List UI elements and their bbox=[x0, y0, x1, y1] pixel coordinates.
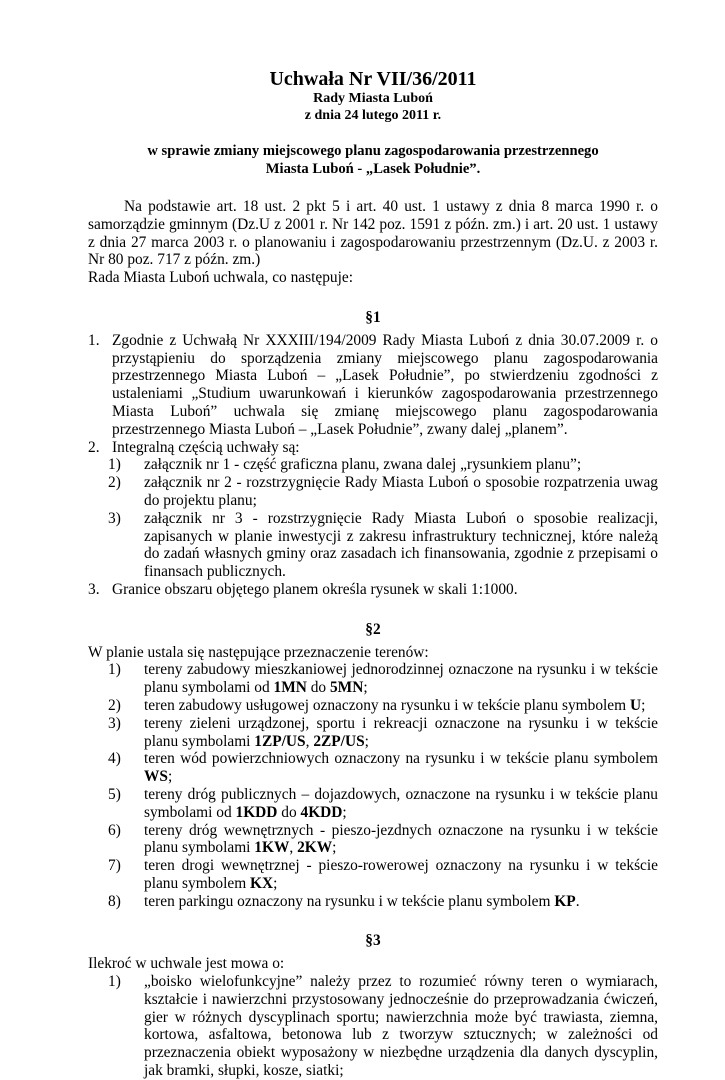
list-text: tereny zieleni urządzonej, sportu i rekreacji oznaczone na rysunku i w tekście planu symbolami 1ZP/US, 2ZP/US; bbox=[144, 714, 658, 750]
s2-item-6 bbox=[88, 822, 658, 858]
list-text: tereny zabudowy mieszkaniowej jednorodzinnej oznaczone na rysunku i w tekście planu symbolami od 1MN do 5MN; bbox=[144, 661, 658, 697]
section-3-heading: §3 bbox=[365, 932, 381, 950]
list-text: teren drogi wewnętrznej - pieszo-rowerowej oznaczony na rysunku i w tekście planu symbolem KX; bbox=[144, 857, 658, 892]
zone-symbol: KX bbox=[250, 874, 274, 892]
s1-subitem-3 bbox=[88, 510, 658, 581]
zone-symbol: KP bbox=[554, 892, 576, 910]
subject-line-2: Miasta Luboń - „Lasek Południe”. bbox=[265, 160, 481, 177]
list-number: 8) bbox=[108, 892, 121, 910]
list-number: 1. bbox=[88, 331, 100, 349]
s2-item-8 bbox=[88, 893, 658, 911]
zone-symbol: 2ZP/US bbox=[313, 732, 365, 750]
list-text: Granice obszaru objętego planem określa rysunek w skali 1:1000. bbox=[112, 580, 518, 598]
zone-symbol: 2KW bbox=[297, 839, 333, 857]
list-text: załącznik nr 3 - rozstrzygnięcie Rady Miasta Luboń o sposobie realizacji, zapisanych w planie inwestycji z zakresu infrastruktury technicznej, które należą do zadań własnych gminy oraz zasadach ich finansowania, zgodnie z przepisami o finansach publicznych. bbox=[144, 509, 658, 581]
list-number: 2) bbox=[108, 474, 121, 492]
s3-item-1 bbox=[88, 973, 658, 1080]
list-number: 2. bbox=[88, 438, 100, 456]
zone-symbol: WS bbox=[144, 768, 168, 786]
list-number: 2) bbox=[108, 696, 121, 714]
list-number: 6) bbox=[108, 821, 121, 839]
zone-symbol: 5MN bbox=[329, 679, 364, 697]
list-text: teren wód powierzchniowych oznaczony na rysunku i w tekście planu symbolem WS; bbox=[144, 750, 658, 786]
zone-symbol: 1KW bbox=[254, 839, 290, 857]
list-number: 1) bbox=[108, 973, 121, 991]
s2-item-4 bbox=[88, 750, 658, 786]
resolution-title: Uchwała Nr VII/36/2011 bbox=[269, 68, 477, 90]
document-page bbox=[88, 68, 658, 1080]
s2-item-1 bbox=[88, 661, 658, 697]
s1-subitem-1 bbox=[88, 456, 658, 474]
zone-symbol: 1KDD bbox=[235, 803, 278, 821]
list-number: 3. bbox=[88, 580, 100, 598]
subject-line-1: w sprawie zmiany miejscowego planu zagospodarowania przestrzennego bbox=[147, 143, 599, 159]
zone-symbol: U bbox=[629, 696, 642, 714]
zone-symbol: 1MN bbox=[273, 679, 307, 697]
zone-symbol: 4KDD bbox=[300, 803, 343, 821]
section-2-intro: W planie ustala się następujące przeznaczenie terenów: bbox=[88, 643, 429, 661]
legal-basis: Na podstawie art. 18 ust. 2 pkt 5 i art. 40 ust. 1 ustawy z dnia 8 marca 1990 r. o samorządzie gminnym (Dz.U z 2001 r. Nr 142 poz. 1591 z późn. zm.) i art. 20 ust. 1 ustawy z dnia 27 marca 2003 r. o planowaniu i zagospodarowaniu przestrzennym (Dz.U. z 2003 r. Nr 80 poz. 717 z późn. zm.) bbox=[88, 198, 658, 269]
zone-symbol: 1ZP/US bbox=[254, 732, 306, 750]
list-number: 7) bbox=[108, 857, 121, 875]
list-number: 3) bbox=[108, 509, 121, 527]
s1-item-1 bbox=[88, 332, 658, 439]
resolution-date: z dnia 24 lutego 2011 r. bbox=[304, 108, 442, 123]
s1-item-2 bbox=[88, 439, 658, 457]
list-number: 3) bbox=[108, 714, 121, 732]
list-number: 1) bbox=[108, 661, 121, 679]
list-text: „boisko wielofunkcyjne” należy przez to rozumieć równy teren o wymiarach, kształcie i nawierzchni przystosowany jednocześnie do przeprowadzania ćwiczeń, gier w różnych dyscyplinach sportu; nawierzchnia może być trawiasta, ziemna, kortowa, asfaltowa, betonowa lub z tworzyw sztucznych; w zależności od przeznaczenia obiekt wyposażony w niezbędne urządzenia dla danych dyscyplin, jak bramki, słupki, kosze, siatki; bbox=[144, 973, 658, 1080]
list-text: teren parkingu oznaczony na rysunku i w tekście planu symbolem KP. bbox=[144, 892, 580, 910]
list-number: 1) bbox=[108, 456, 121, 474]
list-text: Integralną częścią uchwały są: bbox=[112, 438, 300, 456]
list-text: załącznik nr 1 - część graficzna planu, zwana dalej „rysunkiem planu”; bbox=[144, 456, 582, 474]
s2-item-2 bbox=[88, 697, 658, 715]
s2-item-7 bbox=[88, 857, 658, 893]
list-text: tereny dróg wewnętrznych - pieszo-jezdnych oznaczone na rysunku i w tekście planu symbolami 1KW, 2KW; bbox=[144, 821, 658, 857]
section-3-intro: Ilekroć w uchwale jest mowa o: bbox=[88, 955, 285, 973]
s2-item-5 bbox=[88, 786, 658, 822]
section-1-heading: §1 bbox=[365, 308, 381, 326]
list-number: 4) bbox=[108, 750, 121, 768]
s1-item-3 bbox=[88, 581, 658, 599]
section-2-heading: §2 bbox=[365, 620, 381, 638]
list-text: załącznik nr 2 - rozstrzygnięcie Rady Miasta Luboń o sposobie rozpatrzenia uwag do projektu planu; bbox=[144, 474, 658, 509]
list-number: 5) bbox=[108, 785, 121, 803]
list-text: tereny dróg publicznych – dojazdowych, oznaczone na rysunku i w tekście planu symbolami od 1KDD do 4KDD; bbox=[144, 785, 658, 821]
resolves-text: Rada Miasta Luboń uchwala, co następuje: bbox=[88, 269, 353, 287]
council-name: Rady Miasta Luboń bbox=[313, 91, 433, 106]
list-text: teren zabudowy usługowej oznaczony na rysunku i w tekście planu symbolem U; bbox=[144, 696, 646, 714]
s1-subitem-2 bbox=[88, 474, 658, 510]
list-text: Zgodnie z Uchwałą Nr XXXIII/194/2009 Rady Miasta Luboń z dnia 30.07.2009 r. o przystąpieniu do sporządzenia zmiany miejscowego planu zagospodarowania przestrzennego Miasta Luboń – „Lasek Południe”, po stwierdzeniu zgodności z ustaleniami „Studium uwarunkowań i kierunków zagospodarowania przestrzennego Miasta Luboń” uchwala się zmianę miejscowego planu zagospodarowania przestrzennego Miasta Luboń – „Lasek Południe”, zwany dalej „planem”. bbox=[112, 331, 658, 438]
s2-item-3 bbox=[88, 715, 658, 751]
